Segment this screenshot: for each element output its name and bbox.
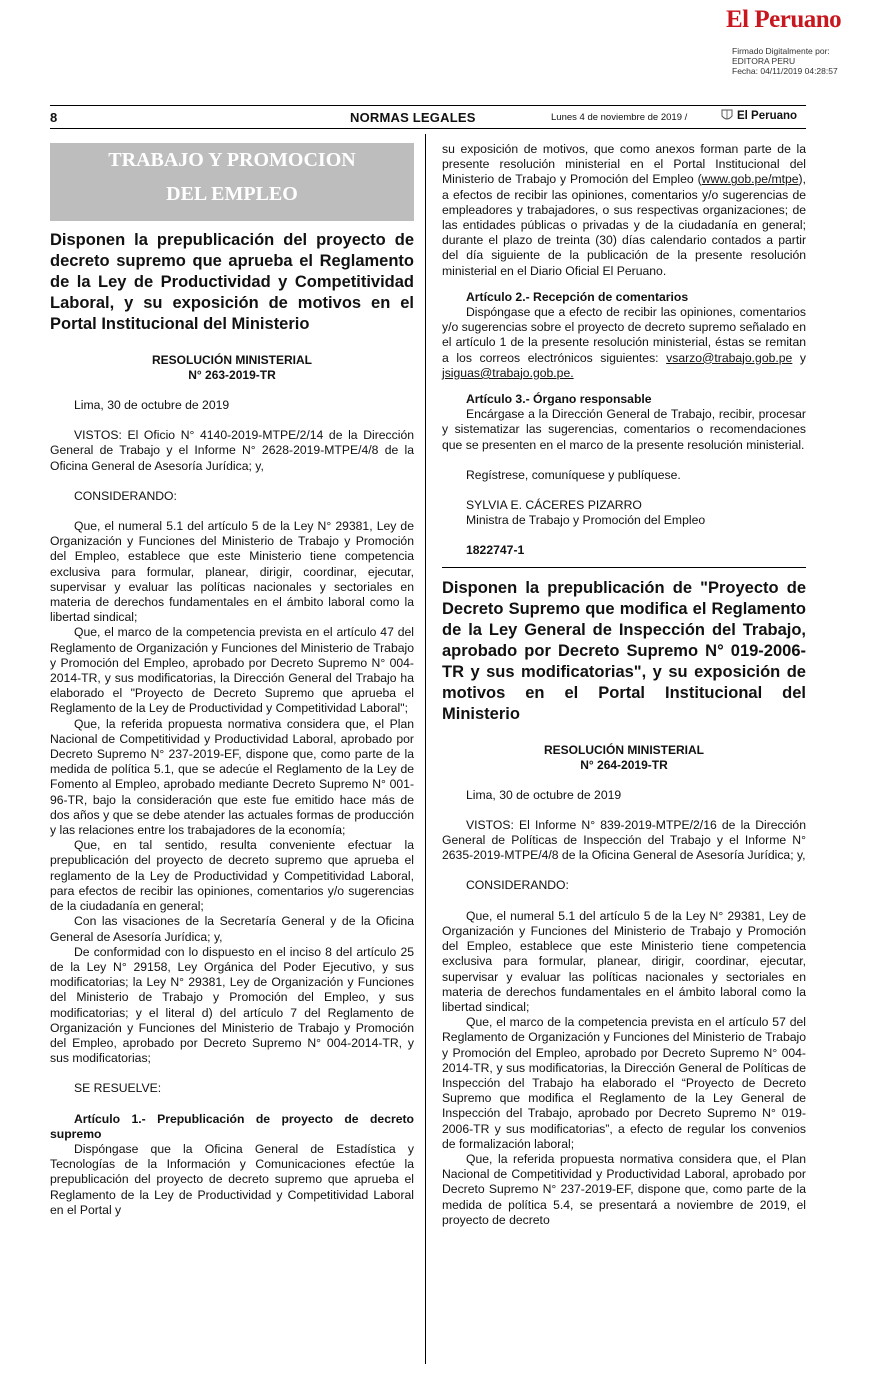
doc1-art2-text: Dispóngase que a efecto de recibir las opiniones, comentarios y/o sugerencias sobre el proyecto de decreto supremo señalado en el artículo 1 de la presente resolución ministerial, éstas se remitan a los correos electrónicos siguientes: vsarzo@trabajo.gob.pe y jsiguas@trabajo.gob.pe. (442, 305, 806, 380)
doc1-code: 1822747-1 (466, 543, 525, 558)
section-title: NORMAS LEGALES (350, 110, 476, 125)
doc2-headline: Disponen la prepublicación de "Proyecto de Decreto Supremo que modifica el Reglamento de la Ley General de Inspección del Trabajo, aprobado por Decreto Supremo N° 019-2006-TR y sus modificatorias", y su exposición de motivos en el Portal Institucional del Ministerio (442, 578, 806, 723)
doc2-vistos: VISTOS: El Informe N° 839-2019-MTPE/2/16 de la Dirección General de Políticas de Inspección del Trabajo y el Informe N° 2635-2019-MTPE/4/8 de la Oficina General de Asesoría Jurídica; y, (442, 817, 806, 863)
column-divider (425, 134, 426, 1364)
email-link-2[interactable]: jsiguas@trabajo.gob.pe. (442, 365, 574, 380)
signature-line-1: Firmado Digitalmente por: (732, 46, 830, 56)
doc2-rm-title: RESOLUCIÓN MINISTERIAL (543, 742, 704, 757)
doc1-art1-text: Dispóngase que la Oficina General de Estadística y Tecnologías de la Información y Comunicaciones efectúe la prepublicación del proyecto de decreto supremo que aprueba el Reglamento de la Ley de Productividad y Competitividad Laboral en el Portal y (50, 1141, 414, 1217)
ministry-banner (50, 143, 414, 221)
mtpe-portal-link[interactable]: www.gob.pe/mtpe (701, 172, 799, 187)
newspaper-name: El Peruano (737, 110, 798, 122)
doc1-para: Que, el numeral 5.1 del artículo 5 de la Ley N° 29381, Ley de Organización y Funciones del Ministerio de Trabajo y Promoción del Empleo, establece que este Ministerio tiene competencia exclusiva para formular, planear, dirigir, coordinar, ejecutar, supervisar y evaluar las políticas nacionales y sectoriales en materia de derechos fundamentales en el ámbito laboral como la libertad sindical; (50, 519, 414, 625)
doc2-considerando: CONSIDERANDO: (466, 878, 569, 893)
doc1-art3-heading: Artículo 3.- Órgano responsable (466, 392, 652, 407)
doc1-vistos: VISTOS: El Oficio N° 4140-2019-MTPE/2/14 de la Dirección General de Trabajo y el Informe N° 2628-2019-MTPE/4/8 de la Oficina General de Asesoría Jurídica; y, (50, 428, 414, 473)
doc1-para: Que, la referida propuesta normativa considera que, el Plan Nacional de Competitividad y Productividad Laboral, aprobado por Decreto Supremo N° 237-2019-EF, dispone que, como parte de la medida de política 5.1, que se adecúe el Reglamento de la Ley de Fomento al Empleo, aprobado mediante Decreto Supremo N° 001-96-TR, bajo la consideración que este fue emitido hace más de dos años y que se debe atender las actuales formas de producción y las relaciones entre los trabajadores de la economía; (50, 716, 414, 838)
left-column (50, 230, 414, 1218)
doc1-para: Que, el marco de la competencia prevista en el artículo 47 del Reglamento de Organización y Funciones del Ministerio de Trabajo y Promoción del Empleo, aprobado por Decreto Supremo N° 004-2014-TR, y sus modificatorias, la Dirección General del Trabajo ha elaborado el "Proyecto de Decreto Supremo que aprueba el Reglamento de la Ley de Productividad y Competitividad Laboral"; (50, 625, 414, 716)
doc2-para: Que, la referida propuesta normativa considera que, el Plan Nacional de Competitividad y Productividad Laboral, aprobado por Decreto Supremo N° 237-2019-EF, dispone que, como parte de la medida de política 5.4, se presentará a noviembre de 2019, el proyecto de decreto (442, 1151, 806, 1227)
doc1-se-resuelve: SE RESUELVE: (74, 1081, 162, 1096)
doc1-signer-title: Ministra de Trabajo y Promoción del Empleo (466, 513, 706, 528)
doc1-art2-heading: Artículo 2.- Recepción de comentarios (466, 289, 689, 304)
banner-line-1: TRABAJO Y PROMOCION (108, 149, 356, 171)
el-peruano-logo: El Peruano (726, 6, 842, 33)
doc1-headline: Disponen la prepublicación del proyecto de decreto supremo que aprueba el Reglamento de la Ley de Productividad y Competitividad Laboral, y su exposición de motivos en el Portal Institucional del Ministerio (50, 231, 414, 333)
doc1-art1-continuation: su exposición de motivos, que como anexos forman parte de la presente resolución ministerial en el Portal Institucional del Ministerio de Trabajo y Promoción del Empleo (www.gob.pe/mtpe), a efectos de recibir las opiniones, comentarios y/o sugerencias de empleadores y trabajadores, o sus respectivas organizaciones; de las entidades públicas o privadas y de la ciudadanía en general; durante el plazo de treinta (30) días calendario contados a partir del día siguiente de la publicación de la presente resolución ministerial en el Diario Oficial El Peruano. (442, 142, 806, 278)
doc1-para: Que, en tal sentido, resulta conveniente efectuar la prepublicación del proyecto de decreto supremo que aprueba el reglamento de la Ley de Productividad y Competitividad Laboral, para efectos de recibir las opiniones, comentarios y/o sugerencias de la ciudadanía en general; (50, 838, 414, 914)
email-link-1[interactable]: vsarzo@trabajo.gob.pe (666, 350, 793, 365)
doc1-art3-text: Encárgase a la Dirección General de Trabajo, recibir, procesar y sistematizar las sugerencias, comentarios o recomendaciones que se presenten en el marco de la presente resolución ministerial. (442, 407, 806, 452)
doc2-para: Que, el numeral 5.1 del artículo 5 de la Ley N° 29381, Ley de Organización y Funciones del Ministerio de Trabajo y Promoción del Empleo, establece que este Ministerio tiene competencia exclusiva para formular, planear, dirigir, coordinar, ejecutar, supervisar y evaluar las políticas nacionales y sectoriales en materia de derechos fundamentales en el ámbito laboral como la libertad sindical; (442, 908, 806, 1014)
doc1-signer: SYLVIA E. CÁCERES PIZARRO (466, 498, 642, 513)
issue-date: Lunes 4 de noviembre de 2019 / (551, 112, 688, 123)
doc1-rm-number: N° 263-2019-TR (188, 368, 276, 382)
doc2-para: Que, el marco de la competencia prevista en el artículo 57 del Reglamento de Organización y Funciones del Ministerio de Trabajo y Promoción del Empleo, aprobado por Decreto Supremo N° 004-2014-TR, y sus modificatorias, la Dirección General de Políticas de Inspección del Trabajo ha elaborado el “Proyecto de Decreto Supremo que modifica el Reglamento de la Ley General de Inspección del Trabajo, aprobado por Decreto Supremo N° 019-2006-TR y sus modificatorias”, a efecto de regular los convenios de formalización laboral; (442, 1015, 806, 1151)
doc1-considerando: CONSIDERANDO: (74, 488, 177, 503)
banner-line-2: DEL EMPLEO (166, 183, 298, 205)
doc1-para: Con las visaciones de la Secretaría General y de la Oficina General de Asesoría Jurídica; y, (50, 914, 414, 944)
digital-signature (732, 46, 838, 76)
document-separator (442, 567, 806, 568)
header-rule-top (50, 105, 806, 106)
doc2-rm-number: N° 264-2019-TR (580, 757, 668, 772)
right-column (442, 142, 806, 1228)
page-number: 8 (50, 110, 58, 125)
signature-line-2: EDITORA PERU (732, 56, 796, 66)
doc1-art1-heading: Artículo 1.- Prepublicación de proyecto de decreto supremo (50, 1111, 414, 1141)
doc1-place-date: Lima, 30 de octubre de 2019 (74, 398, 230, 412)
doc1-para: De conformidad con lo dispuesto en el inciso 8 del artículo 25 de la Ley N° 29158, Ley Orgánica del Poder Ejecutivo, y sus modificatorias; la Ley N° 29381, Ley de Organización y Funciones del Ministerio de Trabajo y Promoción del Empleo, y sus modificatorias; y el literal d) del artículo 7 del Reglamento de Organización y Funciones del Ministerio de Trabajo y Promoción del Empleo, aprobado por Decreto Supremo N° 004-2014-TR, y sus modificatorias; (50, 944, 414, 1066)
doc2-place-date: Lima, 30 de octubre de 2019 (466, 787, 622, 802)
header-rule-bottom (50, 128, 806, 129)
signature-line-3: Fecha: 04/11/2019 04:28:57 (732, 66, 838, 76)
coat-of-arms-icon (721, 108, 733, 122)
doc1-closing: Regístrese, comuníquese y publíquese. (466, 467, 681, 482)
doc1-rm-title: RESOLUCIÓN MINISTERIAL (151, 353, 312, 367)
